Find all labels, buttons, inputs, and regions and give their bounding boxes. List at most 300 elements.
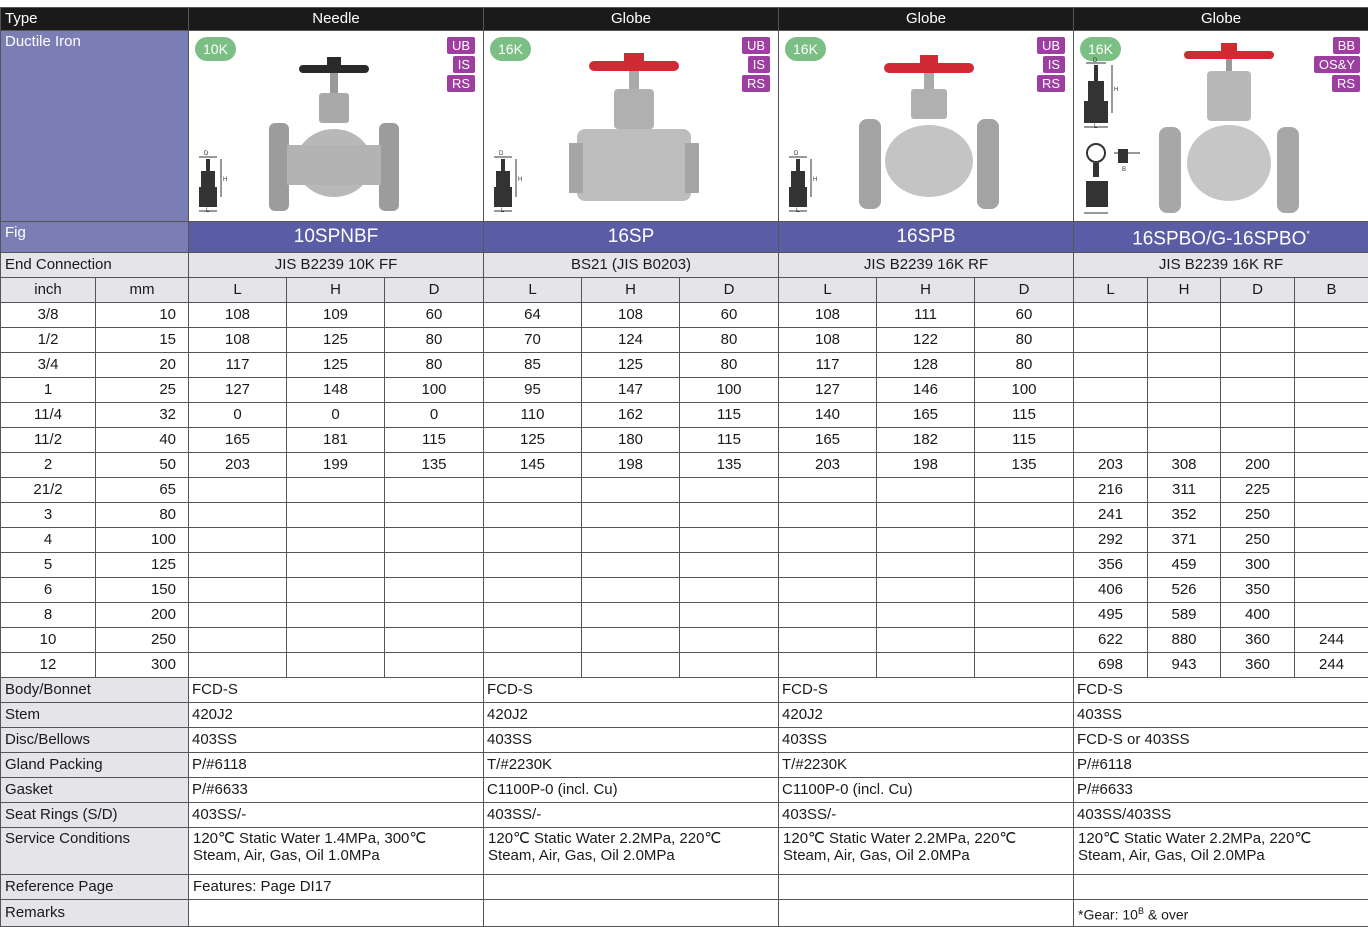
dimension-cell (1221, 378, 1295, 403)
dimension-cell (189, 653, 287, 678)
material-label: Gland Packing (1, 753, 189, 778)
material-value: C1100P-0 (incl. Cu) (484, 778, 779, 803)
dimension-cell: 216 (1074, 478, 1148, 503)
fig-number: 16SP (484, 222, 779, 253)
badge: RS (447, 75, 475, 92)
svg-text:H: H (813, 177, 817, 183)
dim-header: L (189, 278, 287, 303)
dimension-cell: 300 (1221, 553, 1295, 578)
dimension-cell: 880 (1148, 628, 1221, 653)
dimension-cell: 360 (1221, 653, 1295, 678)
dim-header: D (680, 278, 779, 303)
material-value: 403SS (189, 728, 484, 753)
dimension-cell (287, 478, 385, 503)
dimension-cell (877, 478, 975, 503)
dimension-row (1, 328, 1368, 353)
product-image-cell-3 (779, 31, 1074, 222)
dimension-diagram-icon (785, 149, 819, 213)
dimension-cell (877, 603, 975, 628)
dimension-cell: 127 (779, 378, 877, 403)
dimension-cell: 292 (1074, 528, 1148, 553)
dimension-cell (1295, 553, 1368, 578)
dimension-cell (189, 478, 287, 503)
dimension-row (1, 628, 1368, 653)
size-mm-cell: 15 (96, 328, 189, 353)
dimension-cell (1295, 403, 1368, 428)
dimension-cell: 64 (484, 303, 582, 328)
fig-footnote-mark: * (1306, 229, 1310, 239)
badge: OS&Y (1314, 56, 1360, 73)
dimension-cell: 70 (484, 328, 582, 353)
dimension-cell (877, 528, 975, 553)
dimension-cell (582, 503, 680, 528)
material-value: 403SS/403SS (1074, 803, 1368, 828)
dimension-cell: 241 (1074, 503, 1148, 528)
size-mm-cell: 40 (96, 428, 189, 453)
dimension-cell (287, 528, 385, 553)
svg-text:D: D (794, 151, 799, 157)
remarks-value (484, 900, 779, 927)
dimension-cell: 80 (975, 328, 1074, 353)
dimension-row (1, 528, 1368, 553)
dim-header: B (1295, 278, 1368, 303)
size-inch-cell: 3 (1, 503, 96, 528)
material-row (1, 728, 1368, 753)
material-value: P/#6118 (1074, 753, 1368, 778)
dimension-cell (1295, 578, 1368, 603)
dimension-cell: 95 (484, 378, 582, 403)
dimension-cell (1295, 528, 1368, 553)
dimension-cell (1295, 453, 1368, 478)
dimension-cell: 145 (484, 453, 582, 478)
dimension-cell: 135 (680, 453, 779, 478)
dimension-cell (779, 653, 877, 678)
reference-page-label: Reference Page (1, 875, 189, 900)
service-conditions-value: 120℃ Static Water 2.2MPa, 220℃ Steam, Air, Gas, Oil 2.0MPa (484, 828, 779, 875)
size-inch-cell: 3/8 (1, 303, 96, 328)
dimension-row (1, 428, 1368, 453)
end-connection-row (1, 253, 1368, 278)
dimension-cell (1074, 328, 1148, 353)
reference-page-value (779, 875, 1074, 900)
dimension-cell: 352 (1148, 503, 1221, 528)
product-image-cell-4 (1074, 31, 1368, 222)
dimension-cell: 147 (582, 378, 680, 403)
dim-header: D (1221, 278, 1295, 303)
dimension-cell (1074, 378, 1148, 403)
dimension-cell (1221, 328, 1295, 353)
dimension-cell (484, 553, 582, 578)
size-mm-cell: 150 (96, 578, 189, 603)
material-value: FCD-S (484, 678, 779, 703)
dimension-cell: 225 (1221, 478, 1295, 503)
service-conditions-value: 120℃ Static Water 2.2MPa, 220℃ Steam, Air, Gas, Oil 2.0MPa (1074, 828, 1368, 875)
dimension-cell: 400 (1221, 603, 1295, 628)
dimension-cell: 350 (1221, 578, 1295, 603)
size-inch-cell: 12 (1, 653, 96, 678)
dimension-cell (582, 603, 680, 628)
material-value: FCD-S (779, 678, 1074, 703)
material-row (1, 778, 1368, 803)
dimension-cell: 250 (1221, 528, 1295, 553)
dimension-cell (582, 478, 680, 503)
dimension-cell: 148 (287, 378, 385, 403)
dim-header: L (484, 278, 582, 303)
dimension-cell (484, 528, 582, 553)
material-value: 420J2 (779, 703, 1074, 728)
badge: IS (453, 56, 475, 73)
size-mm-cell: 10 (96, 303, 189, 328)
dimension-row (1, 578, 1368, 603)
dim-header: H (582, 278, 680, 303)
dimension-cell: 165 (189, 428, 287, 453)
svg-text:D: D (1093, 58, 1098, 64)
dimension-cell: 360 (1221, 628, 1295, 653)
dimension-cell: 125 (582, 353, 680, 378)
svg-text:L: L (796, 208, 800, 213)
pressure-badge: 16K (490, 37, 531, 61)
dimension-cell: 110 (484, 403, 582, 428)
dimension-cell (287, 603, 385, 628)
dimension-cell (1295, 478, 1368, 503)
size-inch-cell: 1 (1, 378, 96, 403)
end-connection-value: JIS B2239 16K RF (1074, 253, 1368, 278)
dimension-diagram-icon (490, 149, 524, 213)
dimension-cell (189, 578, 287, 603)
dimension-cell: 0 (189, 403, 287, 428)
dimension-diagram-icon (1080, 57, 1144, 217)
dimension-cell (975, 553, 1074, 578)
material-row (1, 678, 1368, 703)
dimension-cell (680, 528, 779, 553)
size-mm-cell: 300 (96, 653, 189, 678)
dimension-cell (582, 628, 680, 653)
badge: IS (1043, 56, 1065, 73)
feature-badges (447, 37, 475, 92)
dimension-cell: 199 (287, 453, 385, 478)
material-value: P/#6633 (1074, 778, 1368, 803)
svg-text:D: D (499, 151, 504, 157)
dimension-cell (1148, 328, 1221, 353)
dimension-cell: 115 (385, 428, 484, 453)
dimension-cell (975, 528, 1074, 553)
dimension-cell (779, 603, 877, 628)
dimension-cell (877, 653, 975, 678)
service-conditions-value: 120℃ Static Water 1.4MPa, 300℃ Steam, Air, Gas, Oil 1.0MPa (189, 828, 484, 875)
dimension-cell (189, 528, 287, 553)
material-value: P/#6633 (189, 778, 484, 803)
material-value: 403SS (779, 728, 1074, 753)
material-value: C1100P-0 (incl. Cu) (779, 778, 1074, 803)
dimension-cell: 250 (1221, 503, 1295, 528)
dimension-cell (1221, 353, 1295, 378)
dimension-cell: 100 (385, 378, 484, 403)
badge: IS (748, 56, 770, 73)
dimension-cell: 108 (189, 303, 287, 328)
size-inch-cell: 5 (1, 553, 96, 578)
dimension-cell (779, 503, 877, 528)
dimension-cell (1074, 403, 1148, 428)
dimension-cell (484, 503, 582, 528)
dimension-cell (484, 628, 582, 653)
size-mm-cell: 125 (96, 553, 189, 578)
dimension-row (1, 353, 1368, 378)
size-inch-cell: 21/2 (1, 478, 96, 503)
dimension-cell (779, 628, 877, 653)
dimension-cell: 180 (582, 428, 680, 453)
screwed-globe-valve-icon (569, 53, 699, 213)
dim-header: L (779, 278, 877, 303)
dimension-cell: 203 (779, 453, 877, 478)
dimension-cell: 135 (975, 453, 1074, 478)
size-inch-cell: 3/4 (1, 353, 96, 378)
dimension-cell (1148, 403, 1221, 428)
end-connection-value: JIS B2239 16K RF (779, 253, 1074, 278)
dimension-cell: 109 (287, 303, 385, 328)
remarks-row (1, 900, 1368, 927)
reference-page-value (484, 875, 779, 900)
material-label: Disc/Bellows (1, 728, 189, 753)
svg-text:L: L (206, 208, 210, 213)
dimension-cell: 60 (680, 303, 779, 328)
material-value: 403SS (1074, 703, 1368, 728)
dimension-cell (385, 578, 484, 603)
dimension-cell (484, 653, 582, 678)
dimension-cell (1295, 603, 1368, 628)
dimension-cell (1295, 353, 1368, 378)
dimension-cell: 80 (975, 353, 1074, 378)
dimension-row (1, 603, 1368, 628)
dimension-cell: 244 (1295, 628, 1368, 653)
dimension-cell (582, 578, 680, 603)
size-inch-cell: 11/4 (1, 403, 96, 428)
dimension-cell (287, 503, 385, 528)
badge: UB (447, 37, 475, 54)
material-row (1, 803, 1368, 828)
feature-badges (742, 37, 770, 92)
dimension-cell: 198 (582, 453, 680, 478)
dimension-cell: 198 (877, 453, 975, 478)
dimension-cell (385, 528, 484, 553)
remarks-value (779, 900, 1074, 927)
end-connection-label: End Connection (1, 253, 189, 278)
flanged-globe-valve-icon (859, 53, 999, 213)
material-value: FCD-S (189, 678, 484, 703)
size-inch-cell: 1/2 (1, 328, 96, 353)
size-mm-cell: 25 (96, 378, 189, 403)
badge: UB (742, 37, 770, 54)
dimension-cell: 85 (484, 353, 582, 378)
pressure-badge: 16K (785, 37, 826, 61)
dimension-cell: 165 (779, 428, 877, 453)
dimension-cell: 146 (877, 378, 975, 403)
dimension-cell: 182 (877, 428, 975, 453)
dimension-cell (189, 628, 287, 653)
size-inch-cell: 6 (1, 578, 96, 603)
dimension-cell (385, 628, 484, 653)
dimension-cell (877, 503, 975, 528)
dimension-cell (484, 603, 582, 628)
dimension-cell: 356 (1074, 553, 1148, 578)
material-value: 403SS/- (189, 803, 484, 828)
svg-text:L: L (1094, 124, 1098, 130)
dimension-cell: 203 (1074, 453, 1148, 478)
dimension-cell: 125 (287, 328, 385, 353)
material-value: T/#2230K (484, 753, 779, 778)
fig-number: 16SPBO/G-16SPBO (1132, 229, 1306, 250)
dimension-cell: 200 (1221, 453, 1295, 478)
size-inch-cell: 8 (1, 603, 96, 628)
dimension-cell: 943 (1148, 653, 1221, 678)
dimension-cell: 459 (1148, 553, 1221, 578)
osy-globe-valve-icon (1159, 41, 1299, 216)
dimension-cell: 406 (1074, 578, 1148, 603)
svg-text:H: H (1114, 87, 1118, 93)
dimension-cell: 622 (1074, 628, 1148, 653)
dimension-cell (975, 628, 1074, 653)
dimension-cell (582, 553, 680, 578)
material-label: Body/Bonnet (1, 678, 189, 703)
dimension-cell: 108 (582, 303, 680, 328)
material-value: 403SS/- (779, 803, 1074, 828)
size-mm-cell: 250 (96, 628, 189, 653)
dimension-cell (385, 603, 484, 628)
dimension-cell (975, 653, 1074, 678)
service-conditions-label: Service Conditions (1, 828, 189, 875)
dimension-cell: 125 (287, 353, 385, 378)
end-connection-value: BS21 (JIS B0203) (484, 253, 779, 278)
dim-header: H (287, 278, 385, 303)
reference-page-row (1, 875, 1368, 900)
dimension-cell: 80 (680, 353, 779, 378)
svg-text:L: L (501, 208, 505, 213)
fig-number-cell (1074, 222, 1368, 253)
dimension-cell (1148, 428, 1221, 453)
inch-header: inch (1, 278, 96, 303)
dimension-cell: 100 (975, 378, 1074, 403)
dimension-cell (680, 503, 779, 528)
dimension-row (1, 403, 1368, 428)
material-value: 403SS/- (484, 803, 779, 828)
type-needle: Needle (189, 8, 484, 31)
dimension-cell: 80 (385, 328, 484, 353)
material-value: P/#6118 (189, 753, 484, 778)
dimension-cell: 124 (582, 328, 680, 353)
material-row (1, 753, 1368, 778)
dimension-cell: 698 (1074, 653, 1148, 678)
pressure-badge: 10K (195, 37, 236, 61)
dimension-cell: 108 (779, 303, 877, 328)
dim-header: H (1148, 278, 1221, 303)
dimension-cell: 311 (1148, 478, 1221, 503)
size-mm-cell: 65 (96, 478, 189, 503)
fig-number: 16SPB (779, 222, 1074, 253)
feature-badges (1314, 37, 1360, 92)
dimension-cell (1295, 303, 1368, 328)
dimension-cell: 203 (189, 453, 287, 478)
dimension-cell (1074, 353, 1148, 378)
badge: BB (1333, 37, 1360, 54)
remarks-label: Remarks (1, 900, 189, 927)
dimension-cell: 589 (1148, 603, 1221, 628)
dimension-cell (1074, 303, 1148, 328)
dimension-cell (975, 503, 1074, 528)
material-value: T/#2230K (779, 753, 1074, 778)
dimension-header-row (1, 278, 1368, 303)
dimension-cell: 371 (1148, 528, 1221, 553)
dimension-cell (1148, 353, 1221, 378)
badge: RS (1332, 75, 1360, 92)
dimension-cell: 135 (385, 453, 484, 478)
dimension-cell (1148, 303, 1221, 328)
product-image-cell-2 (484, 31, 779, 222)
pressure-badge: 16K (1080, 37, 1121, 61)
material-value: FCD-S or 403SS (1074, 728, 1368, 753)
dim-header: L (1074, 278, 1148, 303)
remarks-value (189, 900, 484, 927)
dimension-row (1, 553, 1368, 578)
dimension-cell (779, 578, 877, 603)
reference-page-value (1074, 875, 1368, 900)
svg-text:H: H (223, 177, 227, 183)
dimension-cell: 162 (582, 403, 680, 428)
dimension-cell: 115 (680, 428, 779, 453)
dimension-cell: 115 (680, 403, 779, 428)
dimension-cell (975, 578, 1074, 603)
dimension-cell: 165 (877, 403, 975, 428)
dimension-cell: 80 (680, 328, 779, 353)
dimension-cell (287, 578, 385, 603)
dimension-cell: 122 (877, 328, 975, 353)
size-inch-cell: 2 (1, 453, 96, 478)
material-label: Ductile Iron (1, 31, 189, 222)
dimension-cell: 100 (680, 378, 779, 403)
dimension-cell (287, 628, 385, 653)
svg-text:D: D (204, 151, 209, 157)
dimension-cell (582, 528, 680, 553)
dimension-cell: 125 (484, 428, 582, 453)
dimension-cell (877, 553, 975, 578)
dimension-cell: 108 (189, 328, 287, 353)
fig-number: 10SPNBF (189, 222, 484, 253)
type-globe-2: Globe (779, 8, 1074, 31)
dimension-cell (1074, 428, 1148, 453)
material-label: Stem (1, 703, 189, 728)
svg-text:H: H (518, 177, 522, 183)
dimension-cell: 308 (1148, 453, 1221, 478)
dimension-row (1, 478, 1368, 503)
dimension-row (1, 503, 1368, 528)
badge: RS (742, 75, 770, 92)
dimension-diagram-icon (195, 149, 229, 213)
size-mm-cell: 200 (96, 603, 189, 628)
product-image-cell-1 (189, 31, 484, 222)
size-inch-cell: 11/2 (1, 428, 96, 453)
service-conditions-row (1, 828, 1368, 875)
dimension-cell (1295, 328, 1368, 353)
dimension-cell: 495 (1074, 603, 1148, 628)
size-mm-cell: 100 (96, 528, 189, 553)
dimension-cell: 127 (189, 378, 287, 403)
remarks-value: *Gear: $10^B$ & over (1074, 900, 1368, 927)
dimension-cell (189, 553, 287, 578)
reference-page-value: Features: Page DI17 (189, 875, 484, 900)
svg-text:B: B (1122, 167, 1126, 173)
dim-header: H (877, 278, 975, 303)
fig-row (1, 222, 1368, 253)
dimension-cell: 115 (975, 403, 1074, 428)
dimension-cell (287, 653, 385, 678)
